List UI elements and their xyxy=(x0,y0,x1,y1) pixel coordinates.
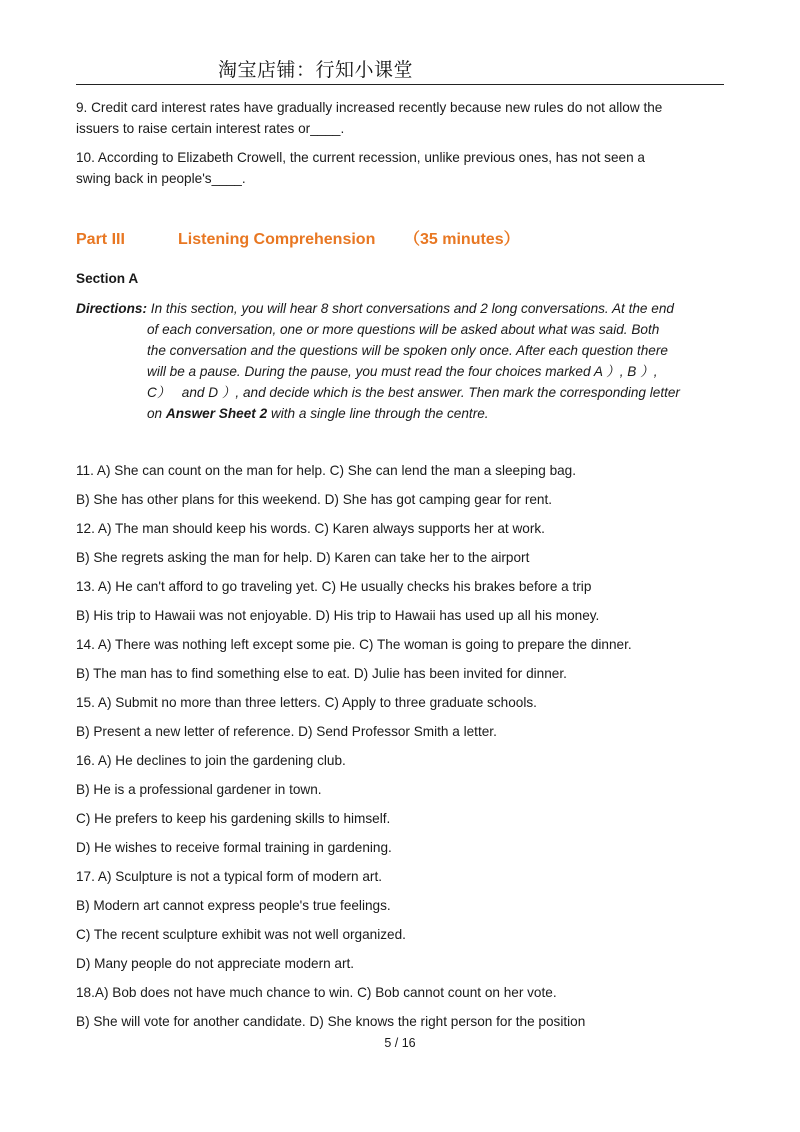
question-line: 15. A) Submit no more than three letters. C) Apply to three graduate schools. xyxy=(76,695,537,710)
directions-text-5a: C） xyxy=(147,385,171,400)
directions-line-2: of each conversation, one or more questions will be asked about what was said. Both xyxy=(147,322,660,337)
question-line: 17. A) Sculpture is not a typical form of modern art. xyxy=(76,869,382,884)
question-9-line-1: 9. Credit card interest rates have gradually increased recently because new rules do not allow the xyxy=(76,100,663,115)
directions-line-4: will be a pause. During the pause, you must read the four choices marked A ）, B ）, xyxy=(147,364,658,379)
question-9 xyxy=(76,97,726,139)
question-10 xyxy=(76,147,726,189)
question-line: B) His trip to Hawaii was not enjoyable. D) His trip to Hawaii has used up all his money. xyxy=(76,608,600,623)
directions-line-3: the conversation and the questions will be spoken only once. After each question there xyxy=(147,343,668,358)
directions-text-6c: with a single line through the centre. xyxy=(270,406,489,421)
question-line: 13. A) He can't afford to go traveling yet. C) He usually checks his brakes before a trip xyxy=(76,579,592,594)
question-line: B) She regrets asking the man for help. D) Karen can take her to the airport xyxy=(76,550,530,565)
part-number: Part III xyxy=(76,231,125,248)
directions-text-5b: and D ）, and decide which is the best answer. Then mark the corresponding letter xyxy=(181,385,680,400)
answer-sheet-ref: Answer Sheet 2 xyxy=(165,406,268,421)
question-line: 14. A) There was nothing left except some pie. C) The woman is going to prepare the dinner. xyxy=(76,637,632,652)
directions-text-1: In this section, you will hear 8 short conversations and 2 long conversations. At the end xyxy=(150,301,674,316)
question-line: B) The man has to find something else to eat. D) Julie has been invited for dinner. xyxy=(76,666,567,681)
part-title: Listening Comprehension xyxy=(178,231,376,248)
directions-text-6a: on xyxy=(147,406,163,421)
question-line: C) The recent sculpture exhibit was not well organized. xyxy=(76,927,406,942)
part-duration: （35 minutes） xyxy=(404,231,520,248)
directions-line-6 xyxy=(76,403,724,424)
header-divider xyxy=(76,84,724,85)
directions-block xyxy=(76,298,724,424)
question-line: C) He prefers to keep his gardening skills to himself. xyxy=(76,811,391,826)
question-line: D) Many people do not appreciate modern art. xyxy=(76,956,355,971)
question-line: B) Modern art cannot express people's true feelings. xyxy=(76,898,391,913)
question-line: B) Present a new letter of reference. D) Send Professor Smith a letter. xyxy=(76,724,497,739)
question-9-line-2: issuers to raise certain interest rates or____. xyxy=(76,121,345,136)
question-line: 16. A) He declines to join the gardening club. xyxy=(76,753,346,768)
question-10-line-1: 10. According to Elizabeth Crowell, the current recession, unlike previous ones, has not seen a xyxy=(76,150,645,165)
question-line: 18.A) Bob does not have much chance to win. C) Bob cannot count on her vote. xyxy=(76,985,557,1000)
page-number: 5 / 16 xyxy=(384,1036,416,1050)
directions-line-1 xyxy=(76,298,724,319)
question-line: B) He is a professional gardener in town. xyxy=(76,782,322,797)
question-line: 12. A) The man should keep his words. C) Karen always supports her at work. xyxy=(76,521,545,536)
directions-line-5 xyxy=(76,382,724,403)
header-title: 淘宝店铺：行知小课堂 xyxy=(218,59,414,81)
question-line: B) She will vote for another candidate. D) She knows the right person for the position xyxy=(76,1014,586,1029)
question-line: B) She has other plans for this weekend. D) She has got camping gear for rent. xyxy=(76,492,553,507)
directions-label: Directions: xyxy=(76,301,148,316)
question-line: 11. A) She can count on the man for help. C) She can lend the man a sleeping bag. xyxy=(76,463,577,478)
question-10-line-2: swing back in people's____. xyxy=(76,171,246,186)
question-line: D) He wishes to receive formal training in gardening. xyxy=(76,840,392,855)
section-label: Section A xyxy=(76,271,139,286)
